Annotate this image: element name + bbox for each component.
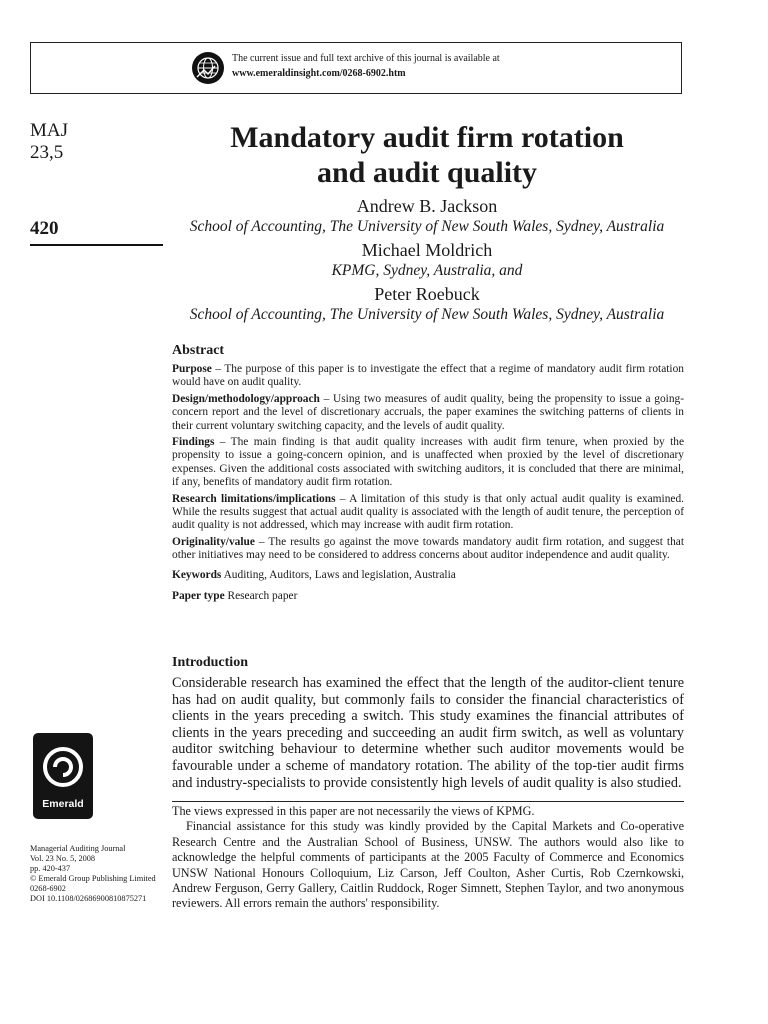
globe-icon — [191, 51, 225, 85]
abstract-label: Originality/value — [172, 535, 255, 548]
doi[interactable]: DOI 10.1108/02686900810875271 — [30, 894, 147, 904]
emerald-logo-icon — [33, 733, 93, 819]
journal-abbr-volume: 23,5 — [30, 142, 64, 163]
emerald-logo-text: Emerald — [42, 798, 84, 810]
banner-url[interactable]: www.emeraldinsight.com/0268-6902.htm — [232, 68, 406, 79]
keywords-text: Auditing, Auditors, Laws and legislation, Australia — [221, 568, 456, 581]
abstract-text: – Using two measures of audit quality, being the propensity to issue a going-concern report and the level of discretionary accruals, the paper examines the switching patterns of clients in their current voluntary switching capacity, and the levels of audit quality. — [172, 392, 684, 432]
footnote-disclaimer: The views expressed in this paper are not necessarily the views of KPMG. — [172, 804, 535, 818]
abstract-label: Findings — [172, 436, 215, 449]
copyright: © Emerald Group Publishing Limited — [30, 874, 156, 884]
author-name: Peter Roebuck — [374, 284, 480, 304]
footnote-acknowledgements: Financial assistance for this study was kindly provided by the Capital Markets and Co-operative Research Centre and the Australian School of Business, UNSW. The authors would also like to acknowledge the helpful comments of participants at the 2005 Faculty of Commerce and Economics UNSW National Honours Colloquium, Liz Carson, Jeff Coulton, Asher Curtis, Rob Czernkowski, Andrew Ferguson, Gerry Gallery, Caitlin Ruddock, Roger Simnett, Stephen Taylor, and two anonymous reviewers. All errors remain the authors' responsibility. — [172, 819, 684, 911]
volume-info: Vol. 23 No. 5, 2008 — [30, 854, 96, 864]
introduction-heading: Introduction — [172, 655, 248, 670]
abstract-text: – A limitation of this study is that only actual audit quality is examined. While the results suggest that actual audit quality is associated with the length of audit tenure, the perception of audit quality is not addressed, which may increase with audit firm rotation. — [172, 492, 684, 532]
introduction-section — [172, 655, 684, 791]
banner-text: The current issue and full text archive of this journal is available at — [232, 53, 500, 64]
paper-type-label: Paper type — [172, 590, 225, 603]
abstract-paragraph — [172, 493, 684, 533]
abstract-paragraph — [172, 436, 684, 490]
journal-banner — [30, 42, 682, 94]
paper-type-text: Research paper — [224, 590, 298, 603]
journal-abbreviation — [30, 120, 68, 164]
title-line-2: and audit quality — [316, 156, 538, 189]
abstract-paragraph — [172, 536, 684, 563]
page-number-rule — [30, 244, 163, 246]
issn: 0268-6902 — [30, 884, 66, 894]
author-affiliation: KPMG, Sydney, Australia, and — [331, 262, 523, 279]
publication-info — [30, 844, 156, 905]
abstract-heading: Abstract — [172, 343, 225, 358]
abstract-text: – The results go against the move towards mandatory audit firm rotation, and suggest that other initiatives may need to be considered to address concerns about auditor independence and audit quality. — [172, 535, 684, 562]
abstract-paragraph — [172, 393, 684, 433]
author-name: Andrew B. Jackson — [356, 196, 498, 216]
abstract-label: Research limitations/implications — [172, 492, 336, 505]
page-range: pp. 420-437 — [30, 864, 71, 874]
paper-type — [172, 590, 684, 603]
page-number: 420 — [30, 218, 59, 239]
journal-abbr-name: MAJ — [30, 120, 69, 141]
abstract-text: – The main finding is that audit quality increases with audit firm tenure, when proxied by the propensity to issue a going-concern opinion, and is unaffected when proxied by the level of discretionary expenses. Given the additional costs associated with switching auditors, it is concluded that there are minimal, if any, benefits of mandatory audit firm rotation. — [172, 436, 684, 489]
introduction-text: Considerable research has examined the effect that the length of the auditor-client tenure has had on audit quality, but commonly fails to consider the financial characteristics of clients in the years preceding a switch. This study examines the financial attributes of clients in the years preceding and succeeding an audit firm switch, as well as voluntary auditor switching behaviour to determine whether such auditor movements would be favourable under a scheme of mandatory rotation. The ability of the top-tier audit firms and industry-specialists to provide consistently high levels of audit quality is also studied. — [172, 675, 684, 791]
title-line-1: Mandatory audit firm rotation — [230, 121, 624, 154]
author-name: Michael Moldrich — [361, 240, 493, 260]
footnotes — [172, 804, 684, 912]
journal-name: Managerial Auditing Journal — [30, 844, 126, 853]
keywords — [172, 569, 684, 582]
emerald-swirl-icon — [42, 743, 84, 793]
article-title — [172, 120, 682, 190]
abstract-section — [172, 343, 684, 607]
abstract-paragraph — [172, 363, 684, 390]
abstract-text: – The purpose of this paper is to investigate the effect that a regime of mandatory audit firm rotation would have on audit quality. — [172, 363, 684, 389]
footnote-rule — [172, 801, 684, 802]
abstract-label: Purpose — [172, 363, 212, 375]
abstract-label: Design/methodology/approach — [172, 392, 320, 405]
author-affiliation: School of Accounting, The University of New South Wales, Sydney, Australia — [189, 306, 665, 323]
author-affiliation: School of Accounting, The University of New South Wales, Sydney, Australia — [189, 218, 665, 235]
keywords-label: Keywords — [172, 568, 222, 581]
